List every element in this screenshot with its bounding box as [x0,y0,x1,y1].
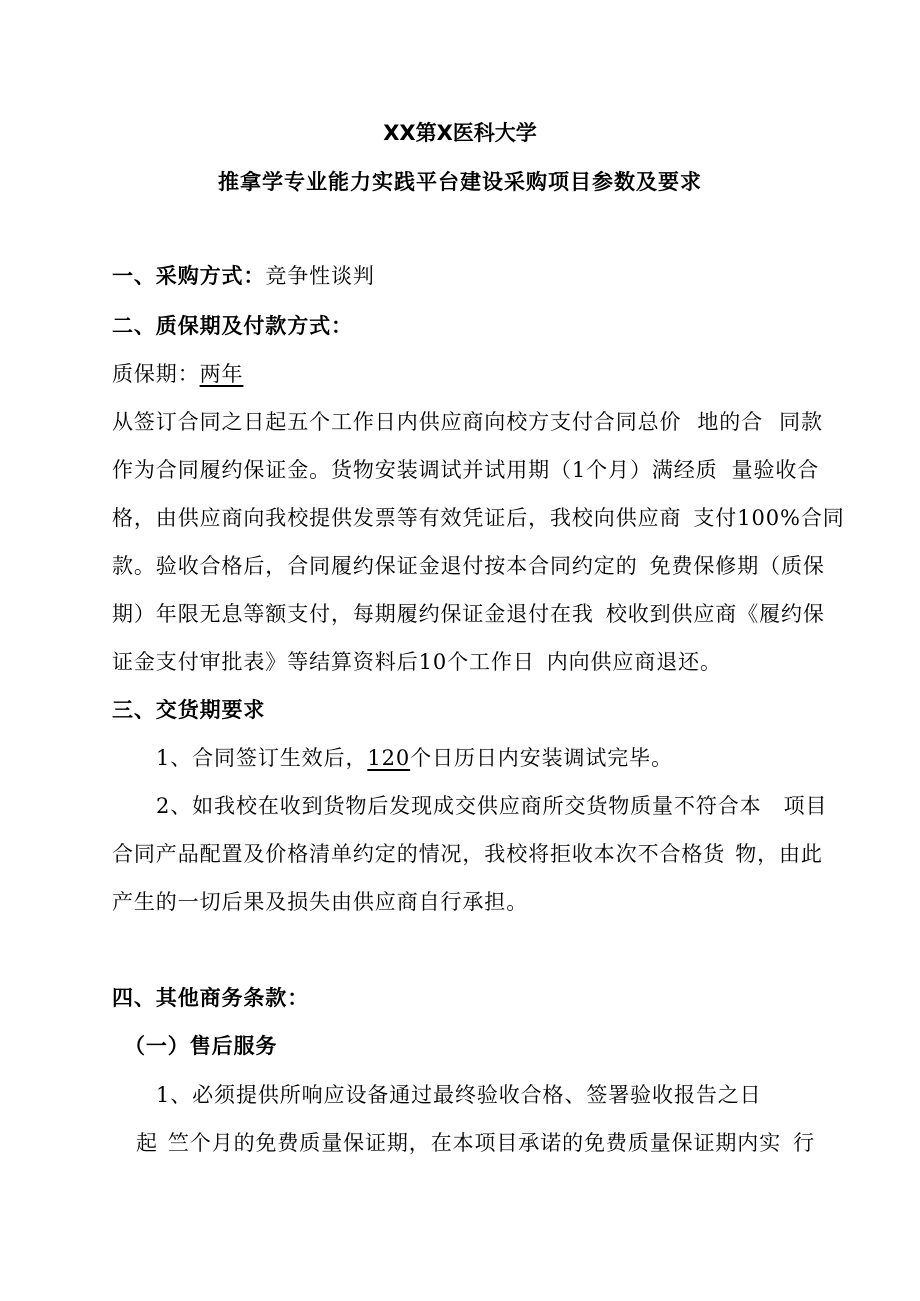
paragraph-text: 2、如我校在收到货物后发现成交供应商所交货物质量不符合本 [156,794,762,818]
paragraph-text: 格，由供应商向我校提供发票等有效凭证后，我校向供应商 [112,506,682,530]
paragraph-text: 免费保修期（质保 [649,554,825,578]
document-title-university: XX第X医科大学 [383,121,537,145]
delivery-item-2-line [156,791,827,821]
after-sales-heading: （一）售后服务 [124,1034,278,1058]
delivery-item-1 [156,743,673,773]
paragraph-text: 产生的一切后果及损失由供应商自行承担。 [112,890,529,914]
delivery-item-2-line [112,887,528,917]
paragraph-text: 证金支付审批表》等结算资料后10个工作日 [112,650,535,674]
paragraph-text: 同款 [779,410,823,434]
warranty-label: 质保期： [112,362,200,386]
paragraph-text: 内向供应商退还。 [546,650,722,674]
delivery-days: 120 [367,746,411,770]
paragraph-text: 支付100%合同 [693,506,845,530]
warranty-period [112,359,243,389]
delivery-item-2-line [112,839,823,869]
paragraph-text: 作为合同履约保证金。货物安装调试并试用期（1个月）满经质 [112,458,718,482]
warranty-value: 两年 [199,362,244,386]
payment-paragraph-line [112,407,823,437]
payment-paragraph-line [112,551,825,581]
paragraph-text: 从签订合同之日起五个工作日内供应商向校方支付合同总价 [112,410,682,434]
document-title-project: 推拿学专业能力实践平台建设采购项目参数及要求 [218,170,702,194]
section-3-heading: 三、交货期要求 [112,698,266,722]
paragraph-text: 行 [793,1131,816,1155]
section-4-heading: 四、其他商务条款： [112,986,310,1010]
paragraph-text: 1、必须提供所响应设备通过最终验收合格、签署验收报告之日 [156,1083,762,1107]
payment-paragraph-line [112,455,819,485]
section-2-heading: 二、质保期及付款方式： [112,314,353,338]
after-sales-item-1-line [156,1080,762,1110]
paragraph-text: 校收到供应商《履约保 [605,602,825,626]
delivery-item-1-prefix: 1、合同签订生效后， [156,746,368,770]
paragraph-text: 量验收合 [731,458,820,482]
after-sales-item-1-line [136,1128,815,1158]
paragraph-text: 地的合 [697,410,764,434]
procurement-method-value: 竞争性谈判 [265,264,375,288]
payment-paragraph-line [112,647,722,677]
paragraph-text: 项目 [783,794,828,818]
paragraph-text: 款。验收合格后，合同履约保证金退付按本合同约定的 [112,554,638,578]
paragraph-text: 合同产品配置及价格清单约定的情况，我校将拒收本次不合格货 [112,842,726,866]
section-1 [112,261,375,291]
payment-paragraph-line [112,503,845,533]
paragraph-text: 物，由此 [735,842,823,866]
payment-paragraph-line [112,599,825,629]
paragraph-text: 起 [136,1131,158,1155]
delivery-item-1-suffix: 个日历日内安装调试完毕。 [410,746,673,770]
paragraph-text: 期）年限无息等额支付，每期履约保证金退付在我 [112,602,594,626]
section-1-heading: 一、采购方式： [112,264,266,288]
paragraph-text: 竺个月的免费质量保证期，在本项目承诺的免费质量保证期内实 [167,1131,782,1155]
